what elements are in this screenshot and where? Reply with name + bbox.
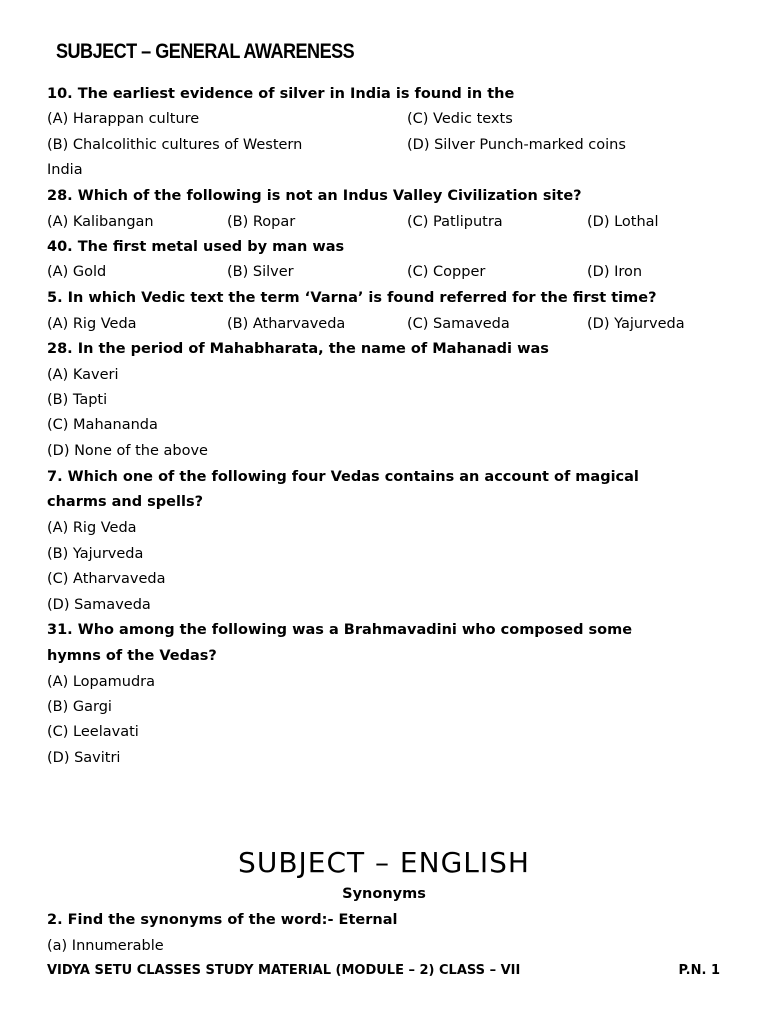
footer-text: VIDYA SETU CLASSES STUDY MATERIAL (MODULE – 2) CLASS – VII — [47, 963, 521, 978]
option-text: (C) Leelavati — [47, 724, 139, 740]
option-text: (A) Lopamudra — [47, 674, 155, 690]
option-text-continued: India — [47, 162, 83, 178]
option-text: (B) Ropar — [227, 214, 296, 230]
option-text: (A) Kalibangan — [47, 214, 154, 230]
option-text: (B) Tapti — [47, 392, 108, 408]
option-text: (C) Atharvaveda — [47, 571, 166, 587]
section-title-general-awareness: SUBJECT – GENERAL AWARENESS — [56, 40, 355, 63]
question-text: 10. The earliest evidence of silver in India is found in the — [47, 86, 515, 102]
option-text: (D) Lothal — [587, 214, 659, 230]
option-text: (A) Kaveri — [47, 367, 119, 383]
option-text: (D) None of the above — [47, 443, 208, 459]
question-text: 40. The first metal used by man was — [47, 239, 345, 255]
question-text-continued: hymns of the Vedas? — [47, 648, 217, 664]
option-text: (C) Mahananda — [47, 417, 158, 433]
option-text: (D) Silver Punch-marked coins — [407, 137, 626, 153]
question-text: 28. Which of the following is not an Indus Valley Civilization site? — [47, 188, 582, 204]
option-text: (D) Samaveda — [47, 597, 151, 613]
option-text: (C) Vedic texts — [407, 111, 513, 127]
option-text: (a) Innumerable — [47, 938, 164, 954]
page-number: P.N. 1 — [678, 963, 720, 978]
section-subtitle: Synonyms — [342, 886, 426, 902]
option-text: (D) Iron — [587, 264, 643, 280]
option-text: (B) Chalcolithic cultures of Western — [47, 137, 303, 153]
option-text: (A) Gold — [47, 264, 107, 280]
option-text: (D) Savitri — [47, 750, 121, 766]
option-text: (B) Atharvaveda — [227, 316, 346, 332]
option-text: (A) Harappan culture — [47, 111, 200, 127]
question-text: 31. Who among the following was a Brahmavadini who composed some — [47, 622, 633, 638]
option-text: (B) Silver — [227, 264, 294, 280]
question-text-continued: charms and spells? — [47, 494, 204, 510]
option-text: (C) Samaveda — [407, 316, 510, 332]
section-title-english: SUBJECT – ENGLISH — [238, 846, 530, 879]
option-text: (C) Copper — [407, 264, 486, 280]
option-text: (D) Yajurveda — [587, 316, 685, 332]
question-text: 7. Which one of the following four Vedas contains an account of magical — [47, 469, 639, 485]
option-text: (A) Rig Veda — [47, 316, 137, 332]
option-text: (A) Rig Veda — [47, 520, 137, 536]
question-text: 28. In the period of Mahabharata, the name of Mahanadi was — [47, 341, 549, 357]
option-text: (B) Yajurveda — [47, 546, 144, 562]
question-text: 2. Find the synonyms of the word:- Eternal — [47, 912, 398, 928]
option-text: (C) Patliputra — [407, 214, 503, 230]
option-text: (B) Gargi — [47, 699, 112, 715]
question-text: 5. In which Vedic text the term ‘Varna’ is found referred for the first time? — [47, 290, 657, 306]
